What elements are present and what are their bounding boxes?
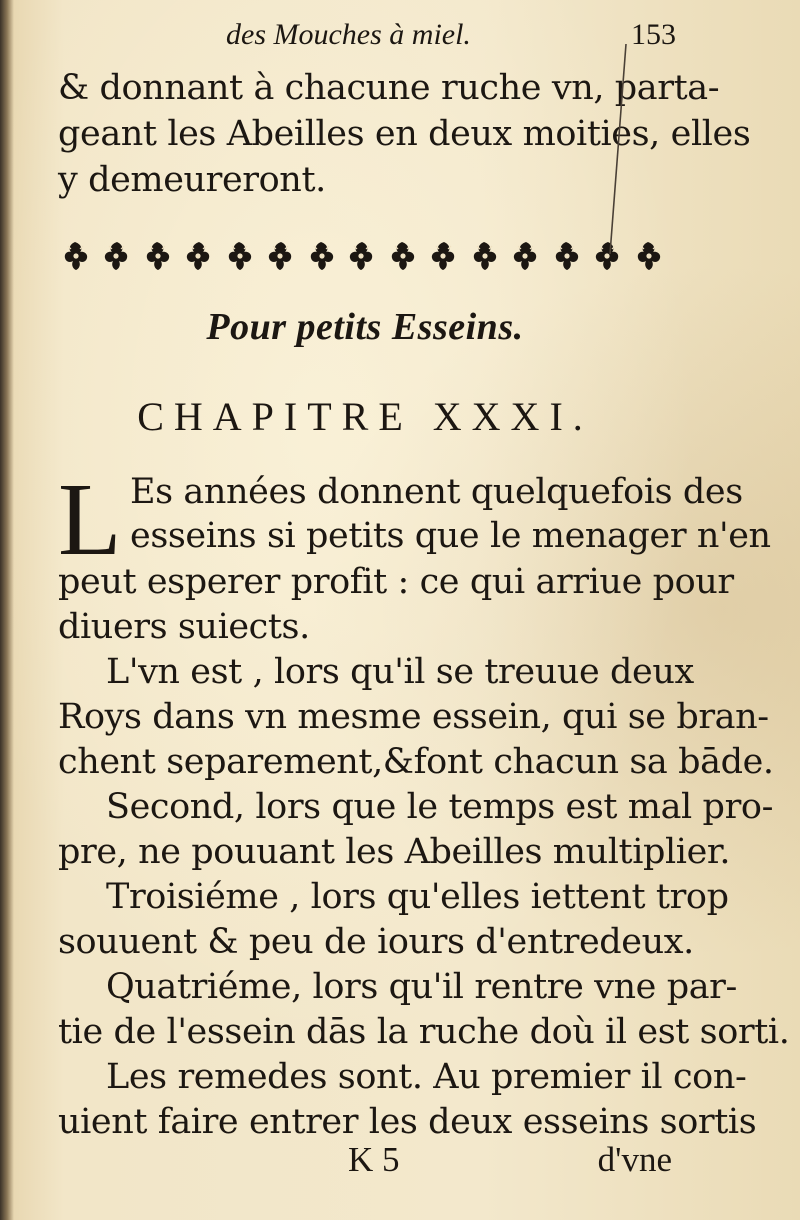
body-line-1: Es années donnent quelquefois des	[130, 472, 743, 512]
fleuron-icon	[103, 240, 130, 272]
body-line-13: tie de l'essein dās la ruche doù il est sorti.	[58, 1012, 790, 1052]
body-line-2: esseins si petits que le menager n'en	[130, 516, 771, 556]
fleuron-icon	[512, 240, 539, 272]
catchword: d'vne	[597, 1140, 672, 1179]
body-line-15: uient faire entrer les deux esseins sortis	[58, 1102, 757, 1142]
fleuron-icon	[430, 240, 457, 272]
running-head-title: des Mouches à miel.	[226, 18, 471, 51]
top-line-1: & donnant à chacune ruche vn, parta-	[58, 68, 720, 108]
fleuron-icon	[267, 240, 294, 272]
body-line-3: peut esperer profit : ce qui arriue pour	[58, 562, 734, 602]
fleuron-icon	[144, 240, 171, 272]
fleuron-icon	[185, 240, 212, 272]
page-footer	[58, 1140, 672, 1184]
fleuron-icon	[62, 240, 89, 272]
body-text	[58, 462, 790, 1142]
ornament-band	[62, 236, 676, 276]
body-line-6: Roys dans vn mesme essein, qui se bran-	[58, 697, 769, 737]
body-line-9: pre, ne pouuant les Abeilles multiplier.	[58, 832, 731, 872]
fleuron-icon	[226, 240, 253, 272]
section-heading: Pour petits Esseins.	[206, 306, 524, 348]
top-paragraph	[58, 66, 751, 206]
fleuron-icon	[389, 240, 416, 272]
body-line-8: Second, lors que le temps est mal pro-	[106, 787, 773, 827]
fleuron-icon	[471, 240, 498, 272]
body-line-5: L'vn est , lors qu'il se treuue deux	[106, 652, 694, 692]
top-line-3: y demeureront.	[58, 160, 326, 200]
binding-edge	[0, 0, 14, 1220]
running-head	[58, 18, 676, 58]
chapter-heading: CHAPITRE XXXI.	[137, 394, 593, 439]
top-line-2: geant les Abeilles en deux moities, elles	[58, 114, 751, 154]
body-line-10: Troisiéme , lors qu'elles iettent trop	[106, 877, 729, 917]
pencil-stroke-mark	[596, 40, 636, 260]
body-line-12: Quatriéme, lors qu'il rentre vne par-	[106, 967, 737, 1007]
fleuron-icon	[635, 240, 662, 272]
body-line-7: chent separement,&font chacun sa bāde.	[58, 742, 774, 782]
page-number: 153	[631, 18, 676, 51]
body-line-4: diuers suiects.	[58, 607, 310, 647]
fleuron-icon	[308, 240, 335, 272]
fleuron-icon	[553, 240, 580, 272]
fleuron-icon	[348, 240, 375, 272]
drop-cap: L	[58, 462, 122, 577]
signature-mark: K 5	[348, 1140, 400, 1179]
body-line-11: souuent & peu de iours d'entredeux.	[58, 922, 694, 962]
body-line-14: Les remedes sont. Au premier il con-	[106, 1057, 747, 1097]
